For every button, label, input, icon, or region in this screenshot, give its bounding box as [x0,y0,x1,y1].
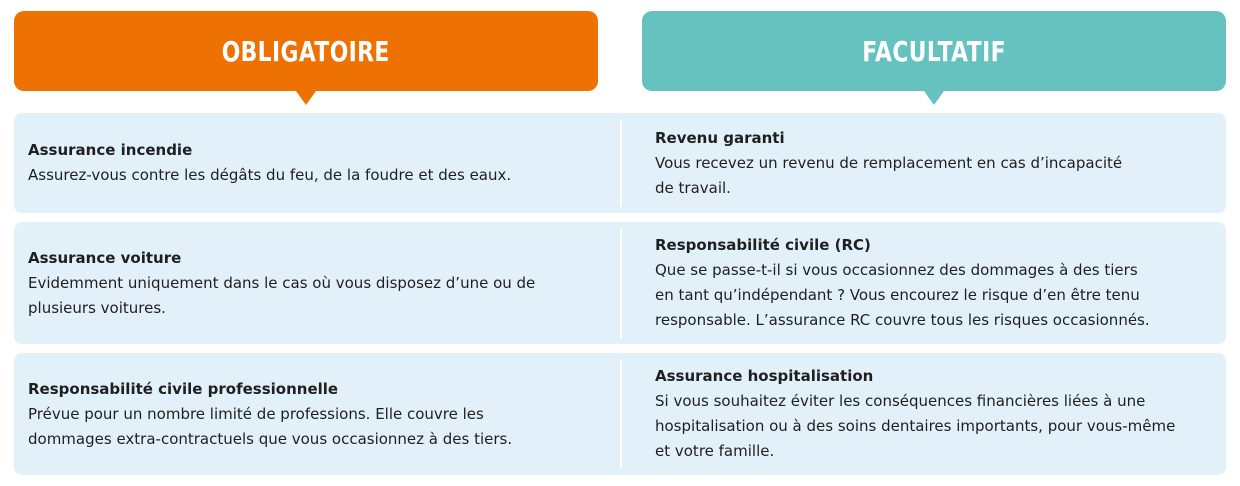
item-title: Assurance hospitalisation [655,367,874,385]
column-divider [620,228,622,338]
mandatory-item-professional-liability [28,353,608,475]
optional-header-pointer [924,91,944,105]
mandatory-header-pointer [296,91,316,105]
item-title: Assurance voiture [28,248,182,267]
item-description: Que se passe-t-il si vous occasionnez des dommages à des tiers en tant qu’indépendant ? Vous encourez le risque d’en être tenu responsable. L’assurance RC couvre tous les risques occasionnés. [655,261,1150,329]
mandatory-header-title: OBLIGATOIRE [221,34,390,68]
mandatory-item-fire [28,113,608,213]
item-description: Evidemment uniquement dans le cas où vous disposez d’une ou de plusieurs voitures. [28,273,536,317]
optional-header [642,11,1226,91]
insurance-row-2 [14,222,1226,344]
item-title: Responsabilité civile (RC) [655,236,871,254]
column-divider [620,359,622,469]
mandatory-header [14,11,598,91]
item-title: Revenu garanti [655,128,785,147]
optional-header-title: FACULTATIF [862,34,1006,68]
item-description: Vous recevez un revenu de remplacement en cas d’incapacité de travail. [655,153,1123,197]
item-title: Assurance incendie [28,141,193,159]
column-divider [620,119,622,207]
optional-item-guaranteed-income [655,113,1215,213]
optional-item-liability [655,222,1215,344]
item-title: Responsabilité civile professionnelle [28,379,339,398]
mandatory-item-car [28,222,608,344]
item-description: Assurez-vous contre les dégâts du feu, de la foudre et des eaux. [28,166,512,184]
insurance-row-3 [14,353,1226,475]
item-description: Prévue pour un nombre limité de professions. Elle couvre les dommages extra-contractuels que vous occasionnez à des tiers. [28,404,513,448]
item-description: Si vous souhaitez éviter les conséquences financières liées à une hospitalisation ou à des soins dentaires importants, pour vous-même et votre famille. [655,392,1176,460]
insurance-row-1 [14,113,1226,213]
optional-item-hospitalisation [655,353,1215,475]
